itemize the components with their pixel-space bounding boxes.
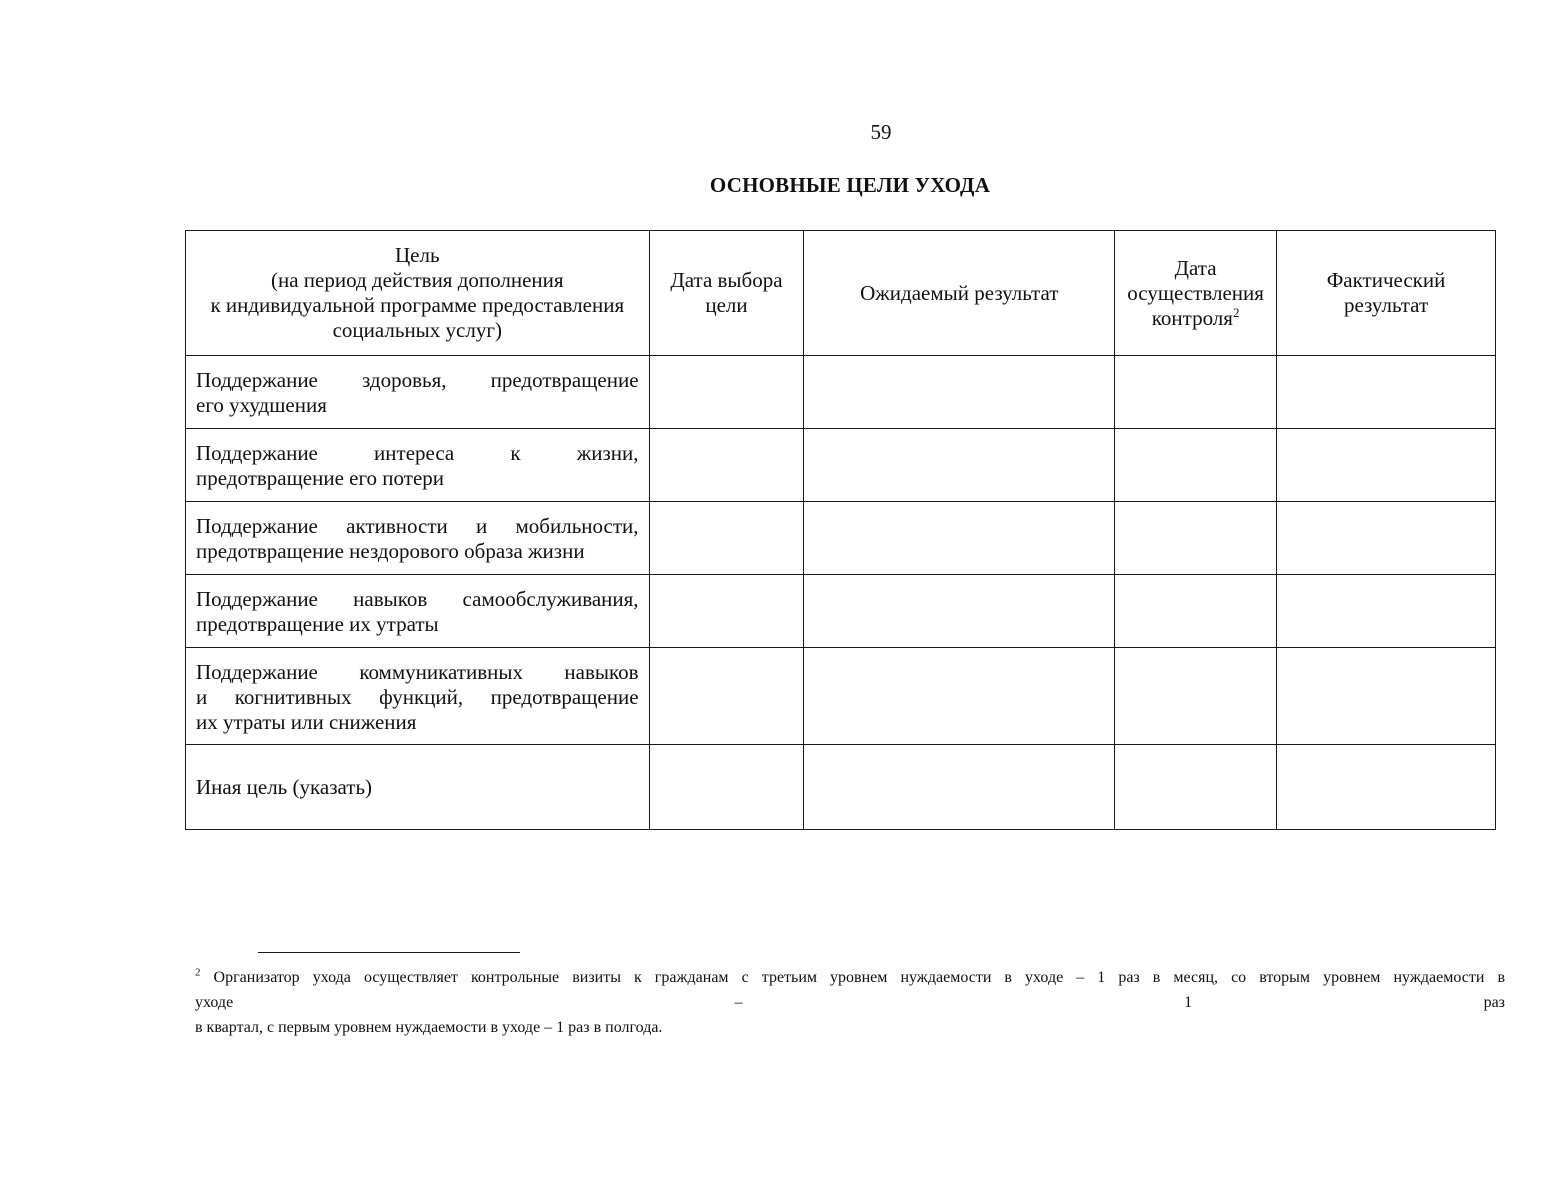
table-row <box>186 502 1496 575</box>
table-row <box>186 575 1496 648</box>
page-title: ОСНОВНЫЕ ЦЕЛИ УХОДА <box>709 173 991 197</box>
header-control-date: Дата осуществления контроля$^2$ <box>1115 231 1277 356</box>
control-date-cell[interactable] <box>1115 648 1277 745</box>
table-row <box>186 356 1496 429</box>
date-selected-cell[interactable] <box>649 648 804 745</box>
table-row <box>186 429 1496 502</box>
actual-result-cell[interactable] <box>1277 502 1496 575</box>
page-number: 59 <box>870 120 892 144</box>
footnote-divider <box>258 952 520 953</box>
expected-result-cell[interactable] <box>804 745 1115 830</box>
footnote-reference: 2 <box>1232 304 1240 320</box>
control-date-cell[interactable] <box>1115 502 1277 575</box>
date-selected-cell[interactable] <box>649 429 804 502</box>
control-date-cell[interactable] <box>1115 575 1277 648</box>
expected-result-cell[interactable] <box>804 429 1115 502</box>
actual-result-cell[interactable] <box>1277 429 1496 502</box>
actual-result-cell[interactable] <box>1277 575 1496 648</box>
table-row <box>186 745 1496 830</box>
control-date-cell[interactable] <box>1115 745 1277 830</box>
actual-result-cell[interactable] <box>1277 356 1496 429</box>
goal-cell: Поддержание активности и мобильности, предотвращение нездорового образа жизни <box>186 502 650 575</box>
expected-result-cell[interactable] <box>804 502 1115 575</box>
goal-cell: Поддержание коммуникативных навыков и когнитивных функций, предотвращение их утраты или снижения <box>186 648 650 745</box>
date-selected-cell[interactable] <box>649 745 804 830</box>
expected-result-cell[interactable] <box>804 648 1115 745</box>
goal-cell: Поддержание интереса к жизни, предотвращение его потери <box>186 429 650 502</box>
footnote: $^2$ Организатор ухода осуществляет контрольные визиты к гражданам с третьим уровнем нуждаемости в уходе – 1 раз в месяц, со вторым уровнем нуждаемости в уходе – 1 раз в квартал, с первым уровнем нуждаемости в уходе – 1 раз в полгода. <box>195 966 1506 1036</box>
care-goals-table <box>185 230 1496 830</box>
control-date-cell[interactable] <box>1115 429 1277 502</box>
goal-cell: Поддержание навыков самообслуживания, предотвращение их утраты <box>186 575 650 648</box>
table-header-row <box>186 231 1496 356</box>
header-expected-result: Ожидаемый результат <box>804 231 1115 356</box>
expected-result-cell[interactable] <box>804 356 1115 429</box>
header-goal: Цель (на период действия дополнения к индивидуальной программе предоставления социальных услуг) <box>186 231 650 356</box>
goal-cell: Поддержание здоровья, предотвращение его ухудшения <box>186 356 650 429</box>
header-actual-result: Фактический результат <box>1277 231 1496 356</box>
footnote-mark: 2 <box>195 966 201 979</box>
table-row <box>186 648 1496 745</box>
date-selected-cell[interactable] <box>649 502 804 575</box>
actual-result-cell[interactable] <box>1277 745 1496 830</box>
control-date-cell[interactable] <box>1115 356 1277 429</box>
header-date-selected: Дата выбора цели <box>649 231 804 356</box>
date-selected-cell[interactable] <box>649 356 804 429</box>
date-selected-cell[interactable] <box>649 575 804 648</box>
actual-result-cell[interactable] <box>1277 648 1496 745</box>
expected-result-cell[interactable] <box>804 575 1115 648</box>
goal-cell: Иная цель (указать) <box>186 745 650 830</box>
